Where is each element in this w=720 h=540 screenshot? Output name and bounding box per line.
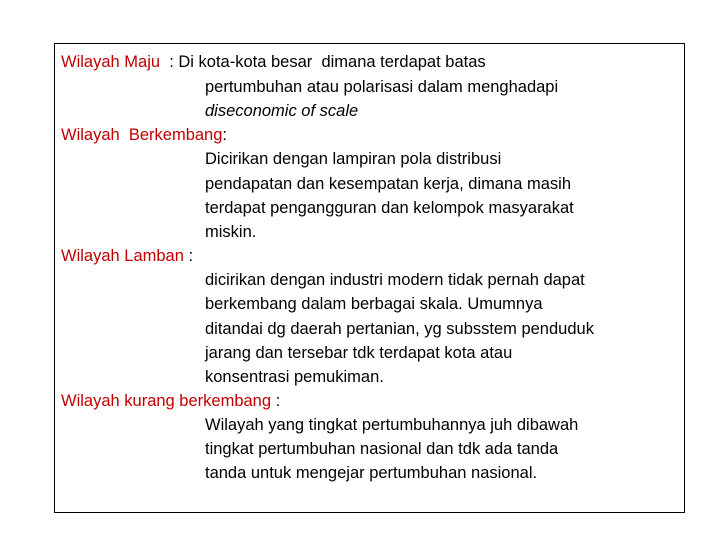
description-line: berkembang dalam berbagai skala. Umumnya <box>205 295 543 313</box>
heading-wilayah-lamban <box>61 244 193 268</box>
description-line: pertumbuhan atau polarisasi dalam menghadapi <box>205 78 559 96</box>
heading-label: Wilayah Berkembang <box>61 126 223 144</box>
heading-label: Wilayah kurang berkembang <box>61 392 272 410</box>
description-line: terdapat pengangguran dan kelompok masyarakat <box>205 199 574 217</box>
description-line: pendapatan dan kesempatan kerja, dimana masih <box>205 175 571 193</box>
heading-colon: : <box>222 126 228 144</box>
description-line: ditandai dg daerah pertanian, yg subsstem penduduk <box>205 320 594 338</box>
description-line: Dicirikan dengan lampiran pola distribusi <box>205 150 502 168</box>
description-line: Wilayah yang tingkat pertumbuhannya juh dibawah <box>205 416 579 434</box>
heading-wilayah-berkembang <box>61 123 227 147</box>
description-line: tingkat pertumbuhan nasional dan tdk ada tanda <box>205 440 559 458</box>
description-line: konsentrasi pemukiman. <box>205 368 384 386</box>
heading-label: Wilayah Lamban <box>61 247 184 265</box>
heading-description: : Di kota-kota besar dimana terdapat batas <box>160 53 486 71</box>
description-line: miskin. <box>205 223 257 241</box>
description-line: tanda untuk mengejar pertumbuhan nasional. <box>205 464 538 482</box>
heading-wilayah-maju <box>61 50 486 74</box>
description-line: jarang dan tersebar tdk terdapat kota atau <box>205 344 513 362</box>
heading-wilayah-kurang-berkembang <box>61 389 280 413</box>
description-line: dicirikan dengan industri modern tidak pernah dapat <box>205 271 585 289</box>
description-line-italic: diseconomic of scale <box>205 102 359 120</box>
heading-colon: : <box>271 392 281 410</box>
heading-colon: : <box>183 247 194 265</box>
heading-label: Wilayah Maju <box>61 53 161 71</box>
